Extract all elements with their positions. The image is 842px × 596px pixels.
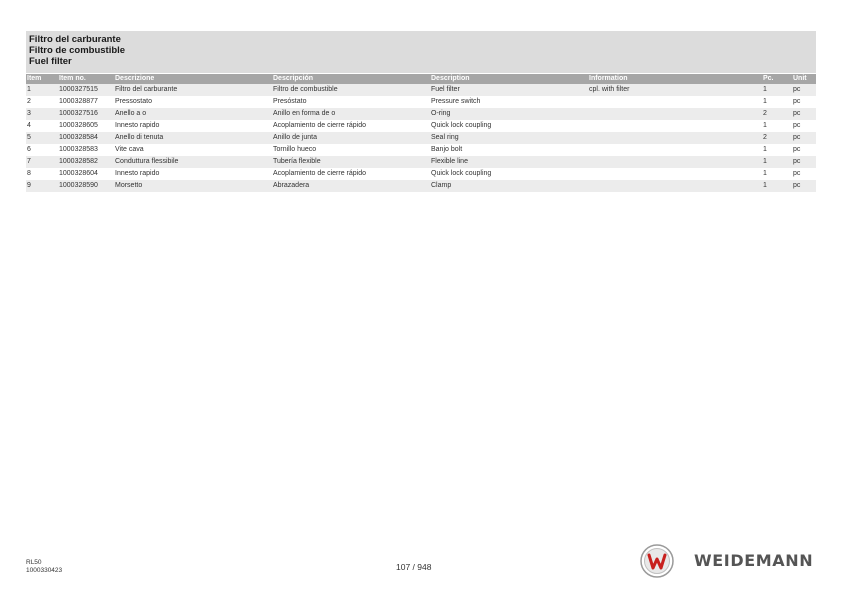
footer-model: RL50 (26, 559, 42, 566)
cell-es: Anillo de junta (272, 132, 430, 144)
cell-es: Anillo en forma de o (272, 108, 430, 120)
section-title-block (26, 31, 816, 73)
brand-wordmark: WEIDEMANN (694, 551, 814, 570)
column-header: Information (588, 74, 762, 84)
cell-item-no: 1000327516 (58, 108, 114, 120)
cell-en: O-ring (430, 108, 588, 120)
cell-es: Abrazadera (272, 180, 430, 192)
cell-item: 7 (26, 156, 58, 168)
cell-unit: pc (793, 146, 801, 153)
cell-pc: 1 (762, 180, 792, 192)
column-header: Pc. (762, 74, 792, 84)
table-row (26, 96, 816, 108)
cell-en: Quick lock coupling (431, 122, 492, 129)
cell-it: Innesto rapido (115, 122, 160, 129)
page-number: 107 / 948 (396, 562, 432, 572)
cell-info (588, 108, 762, 120)
cell-item: 8 (27, 170, 31, 177)
parts-table (26, 74, 816, 192)
cell-es: Tubería flexible (272, 156, 430, 168)
cell-item-no: 1000328582 (58, 156, 114, 168)
cell-pc: 2 (762, 108, 792, 120)
cell-item: 2 (27, 98, 31, 105)
cell-item: 6 (27, 146, 31, 153)
table-body (26, 84, 816, 192)
cell-pc: 1 (763, 170, 767, 177)
cell-en: Clamp (430, 180, 588, 192)
cell-it: Innesto rapido (115, 170, 160, 177)
cell-unit: pc (793, 170, 801, 177)
cell-item: 5 (26, 132, 58, 144)
table-row (26, 180, 816, 192)
table-row (26, 168, 816, 180)
cell-pc: 1 (763, 146, 767, 153)
cell-es: Filtro de combustible (272, 84, 430, 96)
cell-it: Vite cava (115, 146, 144, 153)
table-row (26, 132, 816, 144)
cell-item-no: 1000328604 (59, 170, 98, 177)
cell-info (588, 132, 762, 144)
column-header: Descripción (272, 74, 430, 84)
cell-pc: 1 (762, 156, 792, 168)
cell-item: 3 (26, 108, 58, 120)
cell-en: Pressure switch (431, 98, 481, 105)
cell-info (588, 180, 762, 192)
column-header: Unit (792, 74, 816, 84)
cell-info (588, 168, 762, 180)
cell-info (588, 144, 762, 156)
cell-item: 9 (26, 180, 58, 192)
cell-it: Pressostato (115, 98, 152, 105)
cell-it: Anello a o (114, 108, 272, 120)
cell-info (588, 120, 762, 132)
cell-item-no: 1000328605 (59, 122, 98, 129)
table-row (26, 108, 816, 120)
cell-info (588, 156, 762, 168)
cell-es: Presóstato (273, 98, 307, 105)
cell-en: Quick lock coupling (431, 170, 492, 177)
column-header: Item (26, 74, 58, 84)
footer-doc-number: 1000330423 (26, 567, 63, 574)
cell-item-no: 1000328584 (58, 132, 114, 144)
cell-pc: 2 (762, 132, 792, 144)
cell-unit: pc (792, 132, 816, 144)
cell-pc: 1 (763, 98, 767, 105)
cell-es: Acoplamiento de cierre rápido (273, 122, 366, 129)
cell-item: 4 (27, 122, 31, 129)
cell-info: cpl. with filter (588, 84, 762, 96)
column-header: Descrizione (114, 74, 272, 84)
cell-item: 1 (26, 84, 58, 96)
table-header-row (26, 74, 816, 84)
cell-it: Conduttura flessibile (114, 156, 272, 168)
cell-en: Seal ring (430, 132, 588, 144)
cell-unit: pc (792, 180, 816, 192)
cell-item-no: 1000328877 (59, 98, 98, 105)
cell-en: Banjo bolt (431, 146, 463, 153)
weidemann-w-logo-icon (640, 544, 674, 578)
cell-it: Morsetto (114, 180, 272, 192)
cell-unit: pc (793, 122, 801, 129)
table-row (26, 144, 816, 156)
cell-it: Filtro del carburante (114, 84, 272, 96)
cell-en: Flexible line (430, 156, 588, 168)
cell-unit: pc (793, 98, 801, 105)
cell-en: Fuel filter (430, 84, 588, 96)
cell-es: Acoplamiento de cierre rápido (273, 170, 366, 177)
cell-unit: pc (792, 84, 816, 96)
title-italian: Filtro del carburante (29, 34, 121, 45)
column-header: Description (430, 74, 588, 84)
cell-es: Tornillo hueco (273, 146, 317, 153)
table-row (26, 120, 816, 132)
cell-pc: 1 (762, 84, 792, 96)
cell-item-no: 1000328583 (59, 146, 98, 153)
cell-it: Anello di tenuta (114, 132, 272, 144)
table-row (26, 156, 816, 168)
cell-item-no: 1000328590 (58, 180, 114, 192)
cell-unit: pc (792, 108, 816, 120)
cell-info (588, 96, 762, 108)
title-english: Fuel filter (29, 56, 72, 67)
cell-unit: pc (792, 156, 816, 168)
footer-model-info (26, 559, 62, 575)
title-spanish: Filtro de combustible (29, 45, 126, 56)
column-header: Item no. (58, 74, 114, 84)
table-row (26, 84, 816, 96)
cell-pc: 1 (763, 122, 767, 129)
cell-item-no: 1000327515 (58, 84, 114, 96)
